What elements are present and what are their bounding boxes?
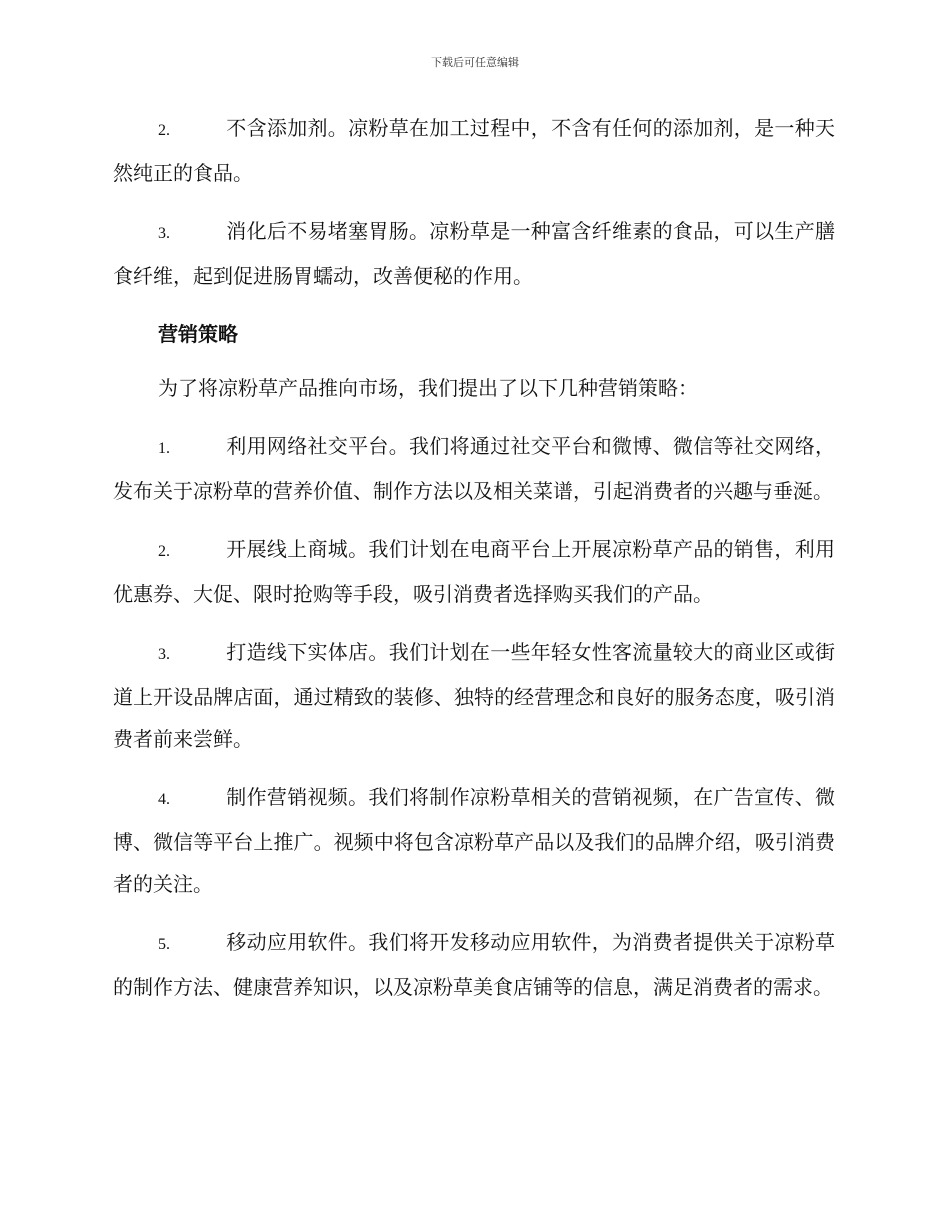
section-heading: 营销策略: [158, 322, 238, 346]
list-item: [113, 631, 835, 760]
list-item: [113, 210, 835, 297]
item-number: 3.: [158, 646, 170, 663]
section-intro: 为了将凉粉草产品推向市场，我们提出了以下几种营销策略：: [158, 376, 698, 400]
item-text: 打造线下实体店。我们计划在一些年轻女性客流量较大的商业区或街道上开设品牌店面，通过精致的装修、独特的经营理念和良好的服务态度，吸引消费者前来尝鲜。: [113, 640, 835, 751]
list-item: [113, 425, 835, 512]
item-number: 2.: [158, 543, 170, 560]
list-item: [113, 528, 835, 615]
list-item: [113, 107, 835, 194]
item-number: 1.: [158, 440, 170, 457]
item-number: 2.: [158, 122, 170, 139]
item-text: 不含添加剂。凉粉草在加工过程中，不含有任何的添加剂，是一种天然纯正的食品。: [113, 116, 835, 185]
document-body: [113, 107, 835, 1024]
item-text: 利用网络社交平台。我们将通过社交平台和微博、微信等社交网络，发布关于凉粉草的营养价值、制作方法以及相关菜谱，引起消费者的兴趣与垂涎。: [113, 434, 835, 503]
item-number: 3.: [158, 225, 170, 242]
item-text: 消化后不易堵塞胃肠。凉粉草是一种富含纤维素的食品，可以生产膳食纤维，起到促进肠胃蠕动，改善便秘的作用。: [113, 219, 835, 288]
item-text: 制作营销视频。我们将制作凉粉草相关的营销视频，在广告宣传、微博、微信等平台上推广。视频中将包含凉粉草产品以及我们的品牌介绍，吸引消费者的关注。: [113, 785, 835, 896]
item-number: 4.: [158, 791, 170, 808]
item-number: 5.: [158, 936, 170, 953]
item-text: 开展线上商城。我们计划在电商平台上开展凉粉草产品的销售，利用优惠券、大促、限时抢购等手段，吸引消费者选择购买我们的产品。: [113, 537, 835, 606]
list-item: [113, 921, 835, 1008]
item-text: 移动应用软件。我们将开发移动应用软件，为消费者提供关于凉粉草的制作方法、健康营养知识，以及凉粉草美食店铺等的信息，满足消费者的需求。: [113, 930, 835, 999]
header-note: 下载后可任意编辑: [431, 56, 519, 69]
list-item: [113, 776, 835, 905]
